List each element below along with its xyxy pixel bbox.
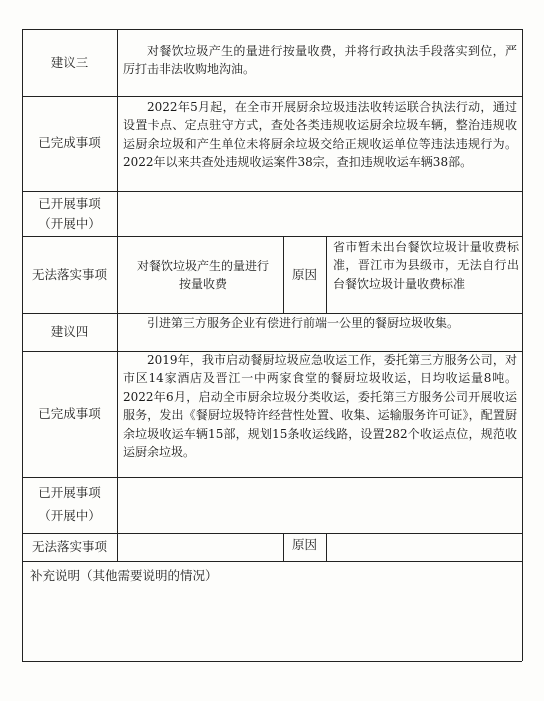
table-border xyxy=(22,236,522,237)
table-border xyxy=(22,96,522,97)
reason-label: 原因 xyxy=(291,267,317,282)
row-label-completed: 已完成事项 xyxy=(38,135,101,150)
row-label-ongoing: 已开展事项 xyxy=(38,485,101,500)
suggestion-4-text: 引进第三方服务企业有偿进行前端一公里的餐厨垃圾收集。 xyxy=(147,316,460,330)
unable-item-text: 对餐饮垃圾产生的量进行按量收费 xyxy=(136,259,269,292)
suggestion-3-text: 对餐饮垃圾产生的量进行按量收费，并将行政执法手段落实到位，严厉打击非法收购地沟油。 xyxy=(123,44,517,77)
reason-label: 原因 xyxy=(291,537,317,552)
table-border xyxy=(522,29,523,661)
completed-text: 2019年，我市启动餐厨垃圾应急收运工作，委托第三方服务公司，对市区14家酒店及晋江一中两家食堂的餐厨垃圾收运，日均收运量8吨。2022年6月，启动全市厨余垃圾分类收运，委托第三方服务公司开展收运服务，发出《餐厨垃圾特许经营性处置、收集、运输服务许可证》，配置厨余垃圾收运车辆15部，规划15条收运线路，设置282个收运点位，规范收运厨余垃圾。 xyxy=(123,353,517,460)
table-border xyxy=(22,477,522,478)
row-label-ongoing-sub: （开展中） xyxy=(38,216,101,231)
row-label-suggestion-3: 建议三 xyxy=(50,55,89,70)
row-label-suggestion-4: 建议四 xyxy=(50,324,89,339)
table-border xyxy=(22,661,522,662)
completed-text: 2022年5月起，在全市开展厨余垃圾违法收转运联合执法行动，通过设置卡点、定点驻守方式，查处各类违规收运厨余垃圾车辆，整治违规收运厨余垃圾和产生单位未将厨余垃圾交给正规收运单位等违法违规行为。2022年以来共查处违规收运案件38宗，查扣违规收运车辆38部。 xyxy=(123,100,517,170)
reason-text: 省市暂未出台餐饮垃圾计量收费标准，晋江市为县级市，无法自行出台餐饮垃圾计量收费标准 xyxy=(333,240,519,291)
row-label-completed: 已完成事项 xyxy=(38,406,101,421)
table-border xyxy=(326,236,327,313)
table-border xyxy=(22,191,522,192)
row-label-ongoing: 已开展事项 xyxy=(38,196,101,211)
row-label-ongoing-sub: （开展中） xyxy=(38,508,101,523)
table-border xyxy=(22,29,23,661)
supplement-label: 补充说明（其他需要说明的情况） xyxy=(30,568,218,583)
table-border xyxy=(22,533,522,534)
table-border xyxy=(117,29,118,561)
table-border xyxy=(22,29,522,30)
table-border xyxy=(22,561,522,562)
row-label-unable: 无法落实事项 xyxy=(31,267,107,282)
table-border xyxy=(326,533,327,561)
row-label-unable: 无法落实事项 xyxy=(31,539,107,554)
